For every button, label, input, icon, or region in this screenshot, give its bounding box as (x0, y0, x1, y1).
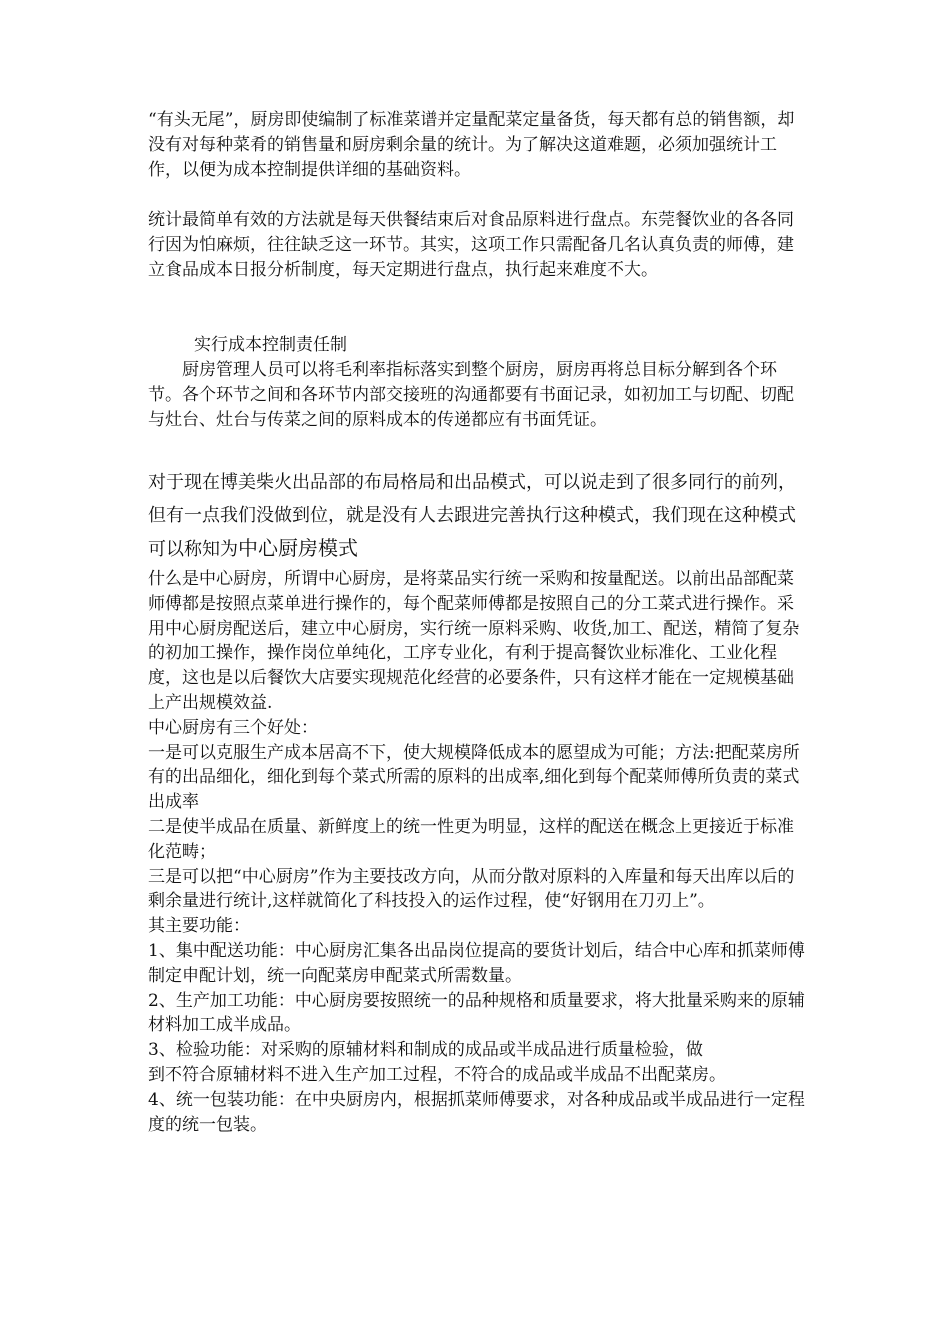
section-heading: 实行成本控制责任制 (194, 335, 347, 355)
emphasis-central-kitchen-model: 中心厨房模式 (238, 536, 358, 560)
paragraph-text: “有头无尾”，厨房即使编制了标准菜谱并定量配菜定量备货，每天都有总的销售额，却没有对每种菜肴的销售量和厨房剩余量的统计。为了解决这道难题，必须加强统计工作，以便为成本控制提供详细的基础资料。 (148, 110, 795, 180)
paragraph-inventory-count (148, 208, 808, 283)
paragraph-intro-statistics (148, 108, 808, 183)
section-cost-responsibility (148, 333, 808, 433)
paragraph-text: 厨房管理人员可以将毛利率指标落实到整个厨房，厨房再将总目标分解到各个环节。各个环节之间和各环节内部交接班的沟通都要有书面记录，如初加工与切配、切配与灶台、灶台与传菜之间的原料成本的传递都应有书面凭证。 (148, 360, 794, 430)
paragraph-text: 统计最简单有效的方法就是每天供餐结束后对食品原料进行盘点。东莞餐饮业的各各同行因为怕麻烦，往往缺乏这一环节。其实，这项工作只需配备几名认真负责的师傅，建立食品成本日报分析制度，每天定期进行盘点，执行起来难度不大。 (148, 210, 794, 280)
function-item-3 (148, 1038, 808, 1088)
benefit-item-2: 二是使半成品在质量、新鲜度上的统一性更为明显，这样的配送在概念上更接近于标准化范畴； (148, 816, 794, 862)
functions-title: 其主要功能： (148, 916, 250, 937)
benefit-item-1: 一是可以克服生产成本居高不下，使大规模降低成本的愿望成为可能；方法:把配菜房所有的出品细化，细化到每个菜式所需的原料的出成率,细化到每个配菜师傅所负责的菜式出成率 (148, 742, 800, 813)
paragraph-definition: 什么是中心厨房，所谓中心厨房，是将菜品实行统一采购和按量配送。以前出品部配菜师傅都是按照点菜单进行操作的，每个配菜师傅都是按照自己的分工菜式进行操作。采用中心厨房配送后，建立中心厨房，实行统一原料采购、收货,加工、配送，精简了复杂的初加工操作，操作岗位单纯化，工序专业化，有利于提高餐饮业标准化、工业化程度，这也是以后餐饮大店要实现规范化经营的必要条件，只有这样才能在一定规模基础上产出规模效益. (148, 569, 800, 713)
function-item-1: 1、集中配送功能：中心厨房汇集各出品岗位提高的要货计划后，结合中心库和抓菜师傅制定申配计划，统一向配菜房申配菜式所需数量。 (148, 940, 805, 986)
section-central-kitchen (148, 567, 808, 1137)
function-item-3-line-2: 到不符合原辅材料不进入生产加工过程，不符合的成品或半成品不出配菜房。 (148, 1064, 726, 1085)
paragraph-kitchen-model (148, 466, 808, 566)
paragraph-text (148, 466, 808, 566)
paragraph-main-text: 对于现在博美柴火出品部的布局格局和出品模式，可以说走到了很多同行的前列，但有一点我们没做到位，就是没有人去跟进完善执行这种模式，我们现在这种模式可以称知为 (148, 472, 796, 560)
benefit-item-3: 三是可以把“中心厨房”作为主要技改方向，从而分散对原料的入库量和每天出库以后的剩余量进行统计,这样就简化了科技投入的运作过程，使“好钢用在刀刃上”。 (148, 866, 795, 912)
function-item-2: 2、生产加工功能：中心厨房要按照统一的品种规格和质量要求，将大批量采购来的原辅材料加工成半成品。 (148, 990, 805, 1036)
benefits-title: 中心厨房有三个好处： (148, 717, 318, 738)
function-item-4: 4、统一包装功能：在中央厨房内，根据抓菜师傅要求，对各种成品或半成品进行一定程度的统一包装。 (148, 1089, 805, 1135)
function-item-3-line-1: 3、检验功能：对采购的原辅材料和制成的成品或半成品进行质量检验，做 (148, 1040, 703, 1061)
